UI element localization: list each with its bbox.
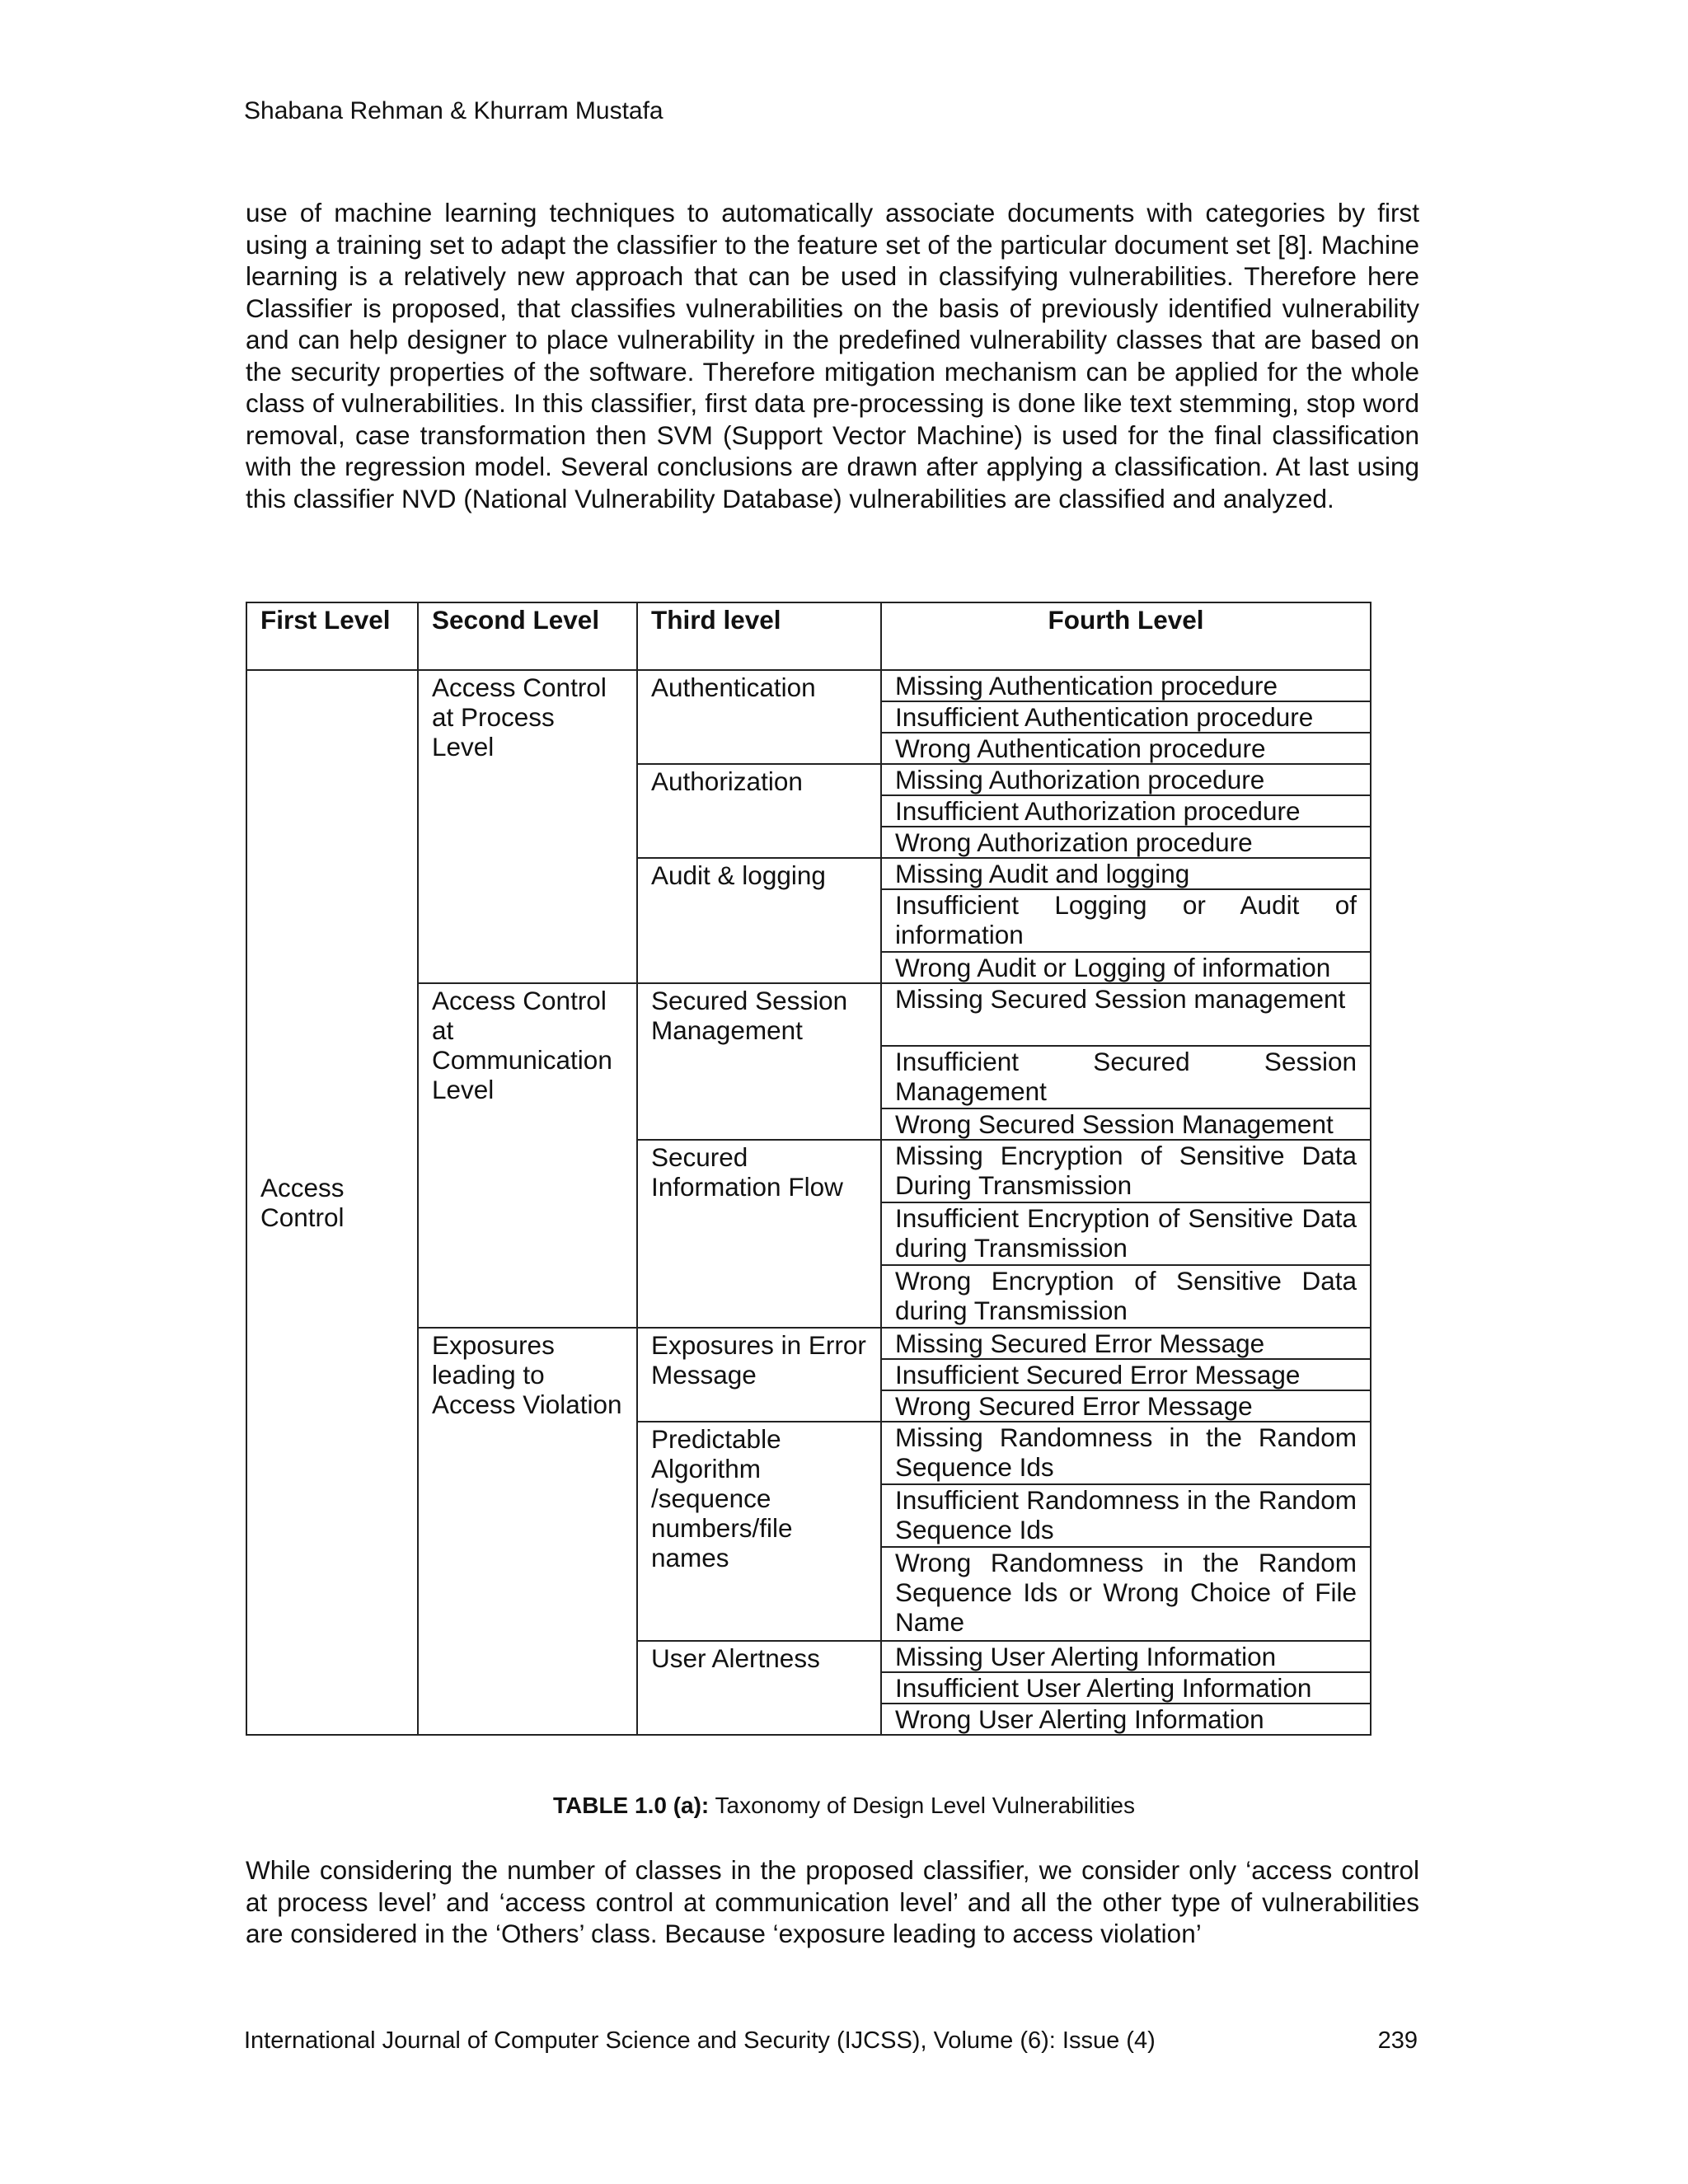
running-header: Shabana Rehman & Khurram Mustafa	[244, 97, 663, 124]
fourth-level-cell: Wrong Authorization procedure	[881, 827, 1371, 858]
body-paragraph: While considering the number of classes in the proposed classifier, we consider only ‘access control at process level’ and ‘access control at communication level’ and all the other type of vulnerabilities are considered in the ‘Others’ class. Because ‘exposure leading to access violation’	[246, 1855, 1419, 1948]
fourth-level-cell: Insufficient Randomness in the Random Sequence Ids	[881, 1484, 1371, 1547]
page-footer	[244, 2027, 1418, 2055]
fourth-level-cell: Wrong Audit or Logging of information	[881, 952, 1371, 983]
third-level-cell: Authentication	[637, 670, 881, 764]
fourth-level-cell: Missing Randomness in the Random Sequence Ids	[881, 1422, 1371, 1484]
caption-label: TABLE 1.0 (a):	[552, 1793, 710, 1818]
caption-text: Taxonomy of Design Level Vulnerabilities	[709, 1793, 1135, 1818]
fourth-level-cell: Missing User Alerting Information	[881, 1641, 1371, 1672]
first-level-cell: Access Control	[246, 670, 418, 1735]
journal-citation: International Journal of Computer Science and Security (IJCSS), Volume (6): Issue (4)	[244, 2027, 1156, 2054]
table-caption	[0, 1793, 1688, 1819]
second-level-cell: Access Control at Process Level	[418, 670, 637, 983]
third-level-cell: Exposures in Error Message	[637, 1328, 881, 1422]
fourth-level-cell: Insufficient Secured Session Management	[881, 1046, 1371, 1108]
fourth-level-cell: Missing Authorization procedure	[881, 764, 1371, 795]
fourth-level-cell: Wrong Secured Error Message	[881, 1390, 1371, 1422]
third-level-cell: User Alertness	[637, 1641, 881, 1735]
fourth-level-cell: Insufficient Encryption of Sensitive Data during Transmission	[881, 1202, 1371, 1265]
header-first-level: First Level	[246, 602, 418, 670]
fourth-level-cell: Insufficient Authentication procedure	[881, 701, 1371, 733]
third-level-cell: Secured Information Flow	[637, 1140, 881, 1328]
fourth-level-cell: Missing Secured Session management	[881, 983, 1371, 1046]
fourth-level-cell: Missing Authentication procedure	[881, 670, 1371, 701]
third-level-cell: Predictable Algorithm /sequence numbers/file names	[637, 1422, 881, 1641]
third-level-cell: Secured Session Management	[637, 983, 881, 1140]
fourth-level-cell: Wrong Secured Session Management	[881, 1108, 1371, 1140]
third-level-cell: Authorization	[637, 764, 881, 858]
fourth-level-cell: Wrong Randomness in the Random Sequence Ids or Wrong Choice of File Name	[881, 1547, 1371, 1641]
fourth-level-cell: Missing Secured Error Message	[881, 1328, 1371, 1359]
fourth-level-cell: Wrong Authentication procedure	[881, 733, 1371, 764]
fourth-level-cell: Missing Audit and logging	[881, 858, 1371, 889]
taxonomy-table	[246, 602, 1372, 1736]
header-third-level: Third level	[637, 602, 881, 670]
fourth-level-cell: Wrong Encryption of Sensitive Data during Transmission	[881, 1265, 1371, 1328]
second-level-cell: Exposures leading to Access Violation	[418, 1328, 637, 1735]
third-level-cell: Audit & logging	[637, 858, 881, 983]
fourth-level-cell: Missing Encryption of Sensitive Data During Transmission	[881, 1140, 1371, 1202]
second-level-cell: Access Control at Communication Level	[418, 983, 637, 1328]
fourth-level-cell: Wrong User Alerting Information	[881, 1704, 1371, 1735]
body-paragraph: use of machine learning techniques to automatically associate documents with categories by first using a training set to adapt the classifier to the feature set of the particular document set [8]. Machine learning is a relatively new approach that can be used in classifying vulnerabilities. Therefore here Classifier is proposed, that classifies vulnerabilities on the basis of previously identified vulnerability and can help designer to place vulnerability in the predefined vulnerability classes that are based on the security properties of the software. Therefore mitigation mechanism can be applied for the whole class of vulnerabilities. In this classifier, first data pre-processing is done like text stemming, stop word removal, case transformation then SVM (Support Vector Machine) is used for the final classification with the regression model. Several conclusions are drawn after applying a classification. At last using this classifier NVD (National Vulnerability Database) vulnerabilities are classified and analyzed.	[246, 198, 1419, 513]
fourth-level-cell: Insufficient Logging or Audit of information	[881, 889, 1371, 952]
header-second-level: Second Level	[418, 602, 637, 670]
table-row	[246, 670, 1371, 701]
page-number: 239	[1377, 2027, 1418, 2054]
fourth-level-cell: Insufficient Secured Error Message	[881, 1359, 1371, 1390]
fourth-level-cell: Insufficient User Alerting Information	[881, 1672, 1371, 1704]
table-header-row	[246, 602, 1371, 670]
fourth-level-cell: Insufficient Authorization procedure	[881, 795, 1371, 827]
header-fourth-level: Fourth Level	[881, 602, 1371, 670]
